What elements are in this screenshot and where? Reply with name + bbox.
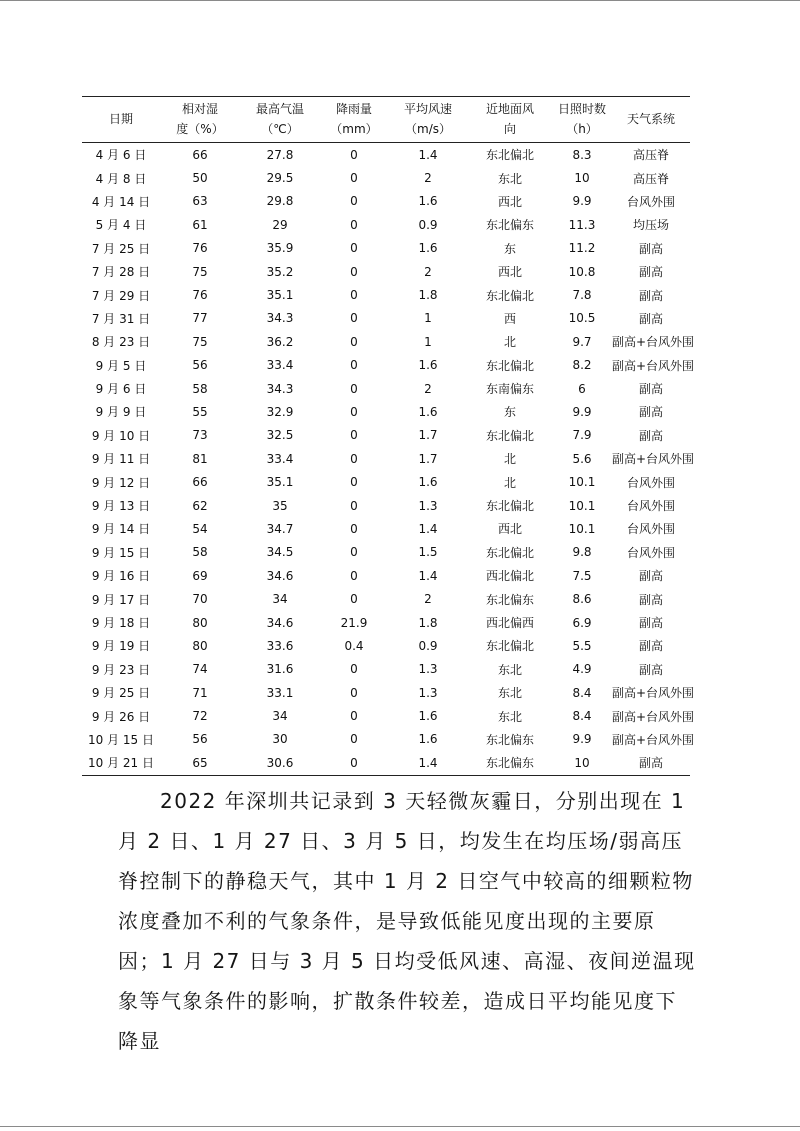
column-header-line: 日期: [108, 112, 133, 126]
column-header-line: （h）: [566, 122, 598, 136]
table-row: [82, 681, 690, 704]
table-cell: 10.1: [568, 498, 596, 513]
table-cell: 1.4: [418, 521, 438, 536]
table-cell: 东北偏北: [485, 358, 534, 373]
table-cell: 台风外围: [626, 499, 675, 514]
table-cell: 副高: [638, 241, 663, 256]
table-cell: 东北偏东: [485, 592, 534, 607]
table-row: [82, 494, 690, 517]
table-cell: 10 月 21 日: [82, 751, 160, 775]
table-cell: 0: [350, 568, 358, 583]
table-row: [82, 283, 690, 306]
table-cell: 66: [192, 147, 208, 162]
table-cell: 均压场: [632, 218, 669, 233]
table-row: [82, 190, 690, 213]
table-row: [82, 143, 690, 167]
column-header-line: （m/s）: [405, 122, 451, 136]
column-header: [82, 97, 160, 143]
table-cell: 台风外围: [626, 545, 675, 560]
table-cell: 8.3: [572, 147, 592, 162]
table-cell: 4 月 6 日: [95, 148, 147, 163]
table-cell: 1.3: [418, 498, 438, 513]
table-cell: 75: [192, 334, 208, 349]
table-cell: 70: [192, 592, 208, 607]
table-cell: 6.9: [572, 615, 592, 630]
table-cell: 0: [350, 428, 358, 443]
table-cell: 33.4: [266, 451, 294, 466]
column-header-line: 近地面风: [485, 102, 534, 116]
table-cell: 0: [350, 521, 358, 536]
table-cell: 东: [503, 241, 516, 256]
table-cell: 东北偏北: [485, 428, 534, 443]
table-cell: 34.3: [266, 311, 294, 326]
table-cell: 1.8: [418, 615, 438, 630]
table-cell: 副高: [638, 592, 663, 607]
table-cell: 东北偏北: [485, 639, 534, 654]
table-cell: 9 月 25 日: [91, 686, 151, 701]
table-cell: 0: [350, 264, 358, 279]
table-cell: 副高: [638, 405, 663, 420]
column-header: [320, 97, 388, 143]
table-row: [82, 354, 690, 377]
table-cell: 东北偏东: [485, 732, 534, 747]
table-cell: 0: [350, 241, 358, 256]
table-cell: 1.4: [418, 147, 438, 162]
table-cell: 34.5: [266, 545, 294, 560]
body-paragraph: [118, 781, 698, 1061]
table-cell: 73: [192, 428, 208, 443]
table-cell: 台风外围: [626, 194, 675, 209]
table-row: [82, 213, 690, 236]
table-row: [82, 541, 690, 564]
table-cell: 33.6: [266, 638, 294, 653]
table-cell: 0: [320, 751, 388, 775]
table-cell: 0: [350, 194, 358, 209]
table-cell: 10.1: [568, 475, 596, 490]
table-cell: 30.6: [240, 751, 320, 775]
table-cell: 10.5: [568, 311, 596, 326]
table-cell: 7 月 28 日: [91, 265, 151, 280]
table-row: [82, 424, 690, 447]
table-cell: 0: [350, 662, 358, 677]
paragraph-text: 2022 年深圳共记录到 3 天轻微灰霾日，分别出现在 1 月 2 日、1 月 27 日、3 月 5 日，均发生在均压场/弱高压脊控制下的静稳天气，其中 1 月 2 日空气中较高的细颗粒物浓度叠加不利的气象条件，是导致低能见度出现的主要原因；1 月 27 日与 3 月 5 日均受低风速、高湿、夜间逆温现象等气象条件的影响，扩散条件较差，造成日平均能见度下降显: [118, 789, 696, 1053]
table-cell: 东北偏东: [468, 751, 552, 775]
table-cell: 1.6: [418, 732, 438, 747]
table-row: [82, 260, 690, 283]
table-cell: 0.4: [344, 638, 364, 653]
table-cell: 56: [192, 732, 208, 747]
table-cell: 西: [503, 311, 516, 326]
table-body: [82, 143, 695, 776]
column-header-line: 平均风速: [403, 102, 452, 116]
table-cell: 9 月 18 日: [91, 616, 151, 630]
table-row: [82, 517, 690, 540]
table-cell: 副高: [638, 639, 663, 654]
table-cell: 1.4: [388, 751, 468, 775]
table-cell: 31.6: [266, 662, 294, 677]
table-cell: 0: [350, 498, 358, 513]
table-cell: 9 月 14 日: [91, 522, 151, 537]
table-cell: 29: [272, 217, 288, 232]
table-cell: 副高: [638, 265, 663, 280]
table-cell: 东: [503, 405, 516, 420]
table-cell: 9.8: [572, 545, 592, 560]
table-cell: 0: [350, 217, 358, 232]
table-cell: 0.9: [418, 638, 438, 653]
table-cell: 34.3: [266, 381, 294, 396]
table-cell: 77: [192, 311, 208, 326]
table-cell: 9 月 5 日: [95, 358, 147, 373]
table-cell: 10: [574, 171, 590, 186]
table-row: [82, 377, 690, 400]
table-cell: 6: [578, 381, 586, 396]
table-cell: 34.7: [266, 521, 294, 536]
table-cell: 8.6: [572, 592, 592, 607]
table-row: [82, 330, 690, 353]
table-cell: 1.8: [418, 288, 438, 303]
table-cell: 2: [424, 592, 432, 607]
table-cell: 32.9: [266, 404, 294, 419]
table-cell: 50: [192, 171, 208, 186]
table-cell: 35.1: [266, 288, 294, 303]
table-cell: 0: [350, 685, 358, 700]
table-cell: 副高+台风外围: [612, 358, 695, 373]
table-cell: 9.9: [572, 404, 592, 419]
table-cell: 高压脊: [632, 171, 669, 186]
table-row: [82, 564, 690, 587]
table-cell: 4.9: [572, 662, 592, 677]
table-cell: 9.9: [572, 732, 592, 747]
table-cell: 1.3: [418, 662, 438, 677]
table-cell: 西北: [497, 265, 522, 280]
table-cell: 35.2: [266, 264, 294, 279]
table-cell: 0: [350, 171, 358, 186]
table-cell: 71: [192, 685, 208, 700]
column-header: [160, 97, 240, 143]
table-cell: 9 月 26 日: [91, 709, 151, 724]
table-cell: 34.6: [266, 615, 294, 630]
table-cell: 2: [424, 381, 432, 396]
table-cell: 54: [192, 521, 208, 536]
table-cell: 0: [350, 358, 358, 373]
table-cell: 东北偏北: [485, 499, 534, 514]
table-cell: 0: [350, 311, 358, 326]
table-cell: 副高+台风外围: [612, 686, 695, 701]
table-cell: 9 月 10 日: [91, 428, 151, 443]
table-cell: 9 月 17 日: [91, 592, 151, 607]
table-cell: 西北: [497, 522, 522, 537]
table-header-row: [82, 97, 690, 143]
table-cell: 西北偏西: [485, 616, 534, 630]
weather-table-container: [82, 96, 695, 776]
table-cell: 21.9: [340, 615, 368, 630]
table-cell: 西北偏北: [485, 569, 534, 584]
column-header: [468, 97, 552, 143]
table-cell: 1.6: [418, 194, 438, 209]
table-cell: 1.6: [418, 709, 438, 724]
table-cell: 0: [350, 709, 358, 724]
table-cell: 副高: [638, 288, 663, 303]
table-cell: 80: [192, 638, 208, 653]
table-cell: 76: [192, 241, 208, 256]
table-cell: 0: [350, 592, 358, 607]
table-cell: 74: [192, 662, 208, 677]
table-cell: 32.5: [266, 428, 294, 443]
column-header: [240, 97, 320, 143]
table-cell: 5.5: [572, 638, 592, 653]
table-cell: 0.9: [418, 217, 438, 232]
table-cell: 10: [552, 751, 612, 775]
table-cell: 4 月 8 日: [95, 171, 147, 186]
table-cell: 1.6: [418, 404, 438, 419]
table-cell: 0: [350, 545, 358, 560]
table-cell: 副高: [638, 382, 663, 397]
table-cell: 东北: [497, 662, 522, 677]
table-cell: 0: [350, 475, 358, 490]
table-cell: 10 月 15 日: [88, 732, 154, 747]
column-header-line: 向: [503, 122, 516, 136]
table-cell: 副高+台风外围: [612, 452, 695, 467]
table-row: [82, 587, 690, 610]
table-row: [82, 634, 690, 657]
table-row: [82, 728, 690, 751]
table-cell: 7.5: [572, 568, 592, 583]
column-header: [388, 97, 468, 143]
column-header-line: 天气系统: [626, 112, 675, 126]
table-cell: 东北: [497, 171, 522, 186]
table-row: [82, 447, 690, 470]
table-row: [82, 658, 690, 681]
table-cell: 56: [192, 358, 208, 373]
table-cell: 东北偏北: [485, 288, 534, 303]
column-header-line: 日照时数: [557, 102, 606, 116]
table-cell: 58: [192, 545, 208, 560]
table-cell: 34.6: [266, 568, 294, 583]
table-cell: 东北偏东: [485, 218, 534, 233]
table-cell: 35.1: [266, 475, 294, 490]
table-cell: 副高+台风外围: [612, 709, 695, 724]
table-cell: 10.8: [568, 264, 596, 279]
table-cell: 9 月 11 日: [91, 452, 151, 467]
table-cell: 0: [350, 288, 358, 303]
table-cell: 0: [350, 451, 358, 466]
table-cell: 72: [192, 709, 208, 724]
table-cell: 9 月 15 日: [91, 545, 151, 560]
table-row: [82, 237, 690, 260]
table-cell: 0: [350, 732, 358, 747]
table-cell: 58: [192, 381, 208, 396]
table-cell: 0: [350, 334, 358, 349]
column-header: [612, 97, 690, 143]
table-cell: 66: [192, 475, 208, 490]
column-header-line: （mm）: [330, 122, 378, 136]
table-cell: 北: [503, 452, 516, 467]
table-cell: 1.6: [418, 358, 438, 373]
table-cell: 台风外围: [626, 522, 675, 537]
column-header-line: 相对湿: [181, 102, 218, 116]
table-cell: 5 月 4 日: [95, 218, 147, 233]
table-cell: 30: [272, 732, 288, 747]
table-cell: 0: [350, 381, 358, 396]
table-cell: 高压脊: [632, 148, 669, 163]
table-cell: 9 月 13 日: [91, 499, 151, 514]
column-header-line: 降雨量: [335, 102, 372, 116]
table-cell: 东北偏北: [485, 148, 534, 163]
table-cell: 34: [272, 709, 288, 724]
table-cell: 副高: [638, 616, 663, 630]
table-cell: 7 月 25 日: [91, 241, 151, 256]
table-cell: 1.7: [418, 428, 438, 443]
table-cell: 69: [192, 568, 208, 583]
column-header-line: （℃）: [261, 122, 299, 136]
table-cell: 副高: [638, 311, 663, 326]
table-cell: 35: [272, 498, 288, 513]
weather-data-table: [82, 96, 695, 776]
column-header: [552, 97, 612, 143]
table-cell: 副高: [638, 428, 663, 443]
page-bottom-border: [0, 1126, 800, 1127]
table-cell: 29.8: [266, 194, 294, 209]
table-cell: 1: [424, 311, 432, 326]
table-cell: 副高: [638, 569, 663, 584]
table-cell: 5.6: [572, 451, 592, 466]
table-cell: 9.9: [572, 194, 592, 209]
table-cell: 副高+台风外围: [612, 335, 695, 350]
table-cell: 55: [192, 404, 208, 419]
table-cell: 北: [503, 475, 516, 490]
table-cell: 33.1: [266, 685, 294, 700]
table-row: [82, 470, 690, 493]
table-cell: 65: [160, 751, 240, 775]
table-cell: 34: [272, 592, 288, 607]
table-cell: 27.8: [266, 147, 294, 162]
table-cell: 东南偏东: [485, 382, 534, 397]
table-cell: 副高: [638, 662, 663, 677]
table-cell: 1.6: [418, 475, 438, 490]
table-row: [82, 751, 690, 775]
table-cell: 东北: [497, 709, 522, 724]
table-row: [82, 307, 690, 330]
table-cell: 9 月 12 日: [91, 475, 151, 490]
table-cell: 2: [424, 171, 432, 186]
table-cell: 9 月 16 日: [91, 569, 151, 584]
table-row: [82, 704, 690, 727]
table-cell: 11.2: [568, 241, 596, 256]
table-cell: 11.3: [568, 217, 596, 232]
table-row: [82, 166, 690, 189]
table-cell: 1.3: [418, 685, 438, 700]
table-cell: 7.9: [572, 428, 592, 443]
table-cell: 81: [192, 451, 208, 466]
table-cell: 副高+台风外围: [612, 732, 695, 747]
table-cell: 36.2: [266, 334, 294, 349]
table-cell: 副高: [612, 751, 690, 775]
table-cell: 63: [192, 194, 208, 209]
table-cell: 7.8: [572, 288, 592, 303]
table-cell: 东北: [497, 686, 522, 701]
table-cell: 北: [503, 335, 516, 350]
table-cell: 1.7: [418, 451, 438, 466]
table-cell: 9 月 6 日: [95, 382, 147, 397]
table-cell: 75: [192, 264, 208, 279]
table-cell: 62: [192, 498, 208, 513]
table-cell: 76: [192, 288, 208, 303]
table-cell: 1.6: [418, 241, 438, 256]
table-cell: 8.4: [572, 685, 592, 700]
table-cell: 9 月 19 日: [91, 639, 151, 654]
table-cell: 10.1: [568, 521, 596, 536]
table-cell: 9.7: [572, 334, 592, 349]
table-row: [82, 611, 690, 634]
table-cell: 1.5: [418, 545, 438, 560]
page-top-border: [0, 0, 800, 1]
table-cell: 35.9: [266, 241, 294, 256]
table-cell: 东北偏北: [485, 545, 534, 560]
column-header-line: 度（%）: [176, 122, 224, 136]
table-cell: 7 月 31 日: [91, 311, 151, 326]
table-cell: 33.4: [266, 358, 294, 373]
table-cell: 80: [192, 615, 208, 630]
table-cell: 29.5: [266, 171, 294, 186]
table-cell: 1.4: [418, 568, 438, 583]
table-cell: 1: [424, 334, 432, 349]
table-cell: 9 月 9 日: [95, 405, 147, 420]
table-cell: 0: [350, 404, 358, 419]
table-cell: 8.2: [572, 358, 592, 373]
table-cell: 8 月 23 日: [91, 335, 151, 350]
table-cell: 8.4: [572, 709, 592, 724]
table-cell: 2: [424, 264, 432, 279]
table-row: [82, 400, 690, 423]
table-cell: 9 月 23 日: [91, 662, 151, 677]
table-cell: 61: [192, 217, 208, 232]
table-cell: 0: [350, 147, 358, 162]
table-cell: 4 月 14 日: [91, 194, 151, 209]
column-header-line: 最高气温: [255, 102, 304, 116]
table-cell: 西北: [497, 194, 522, 209]
table-cell: 7 月 29 日: [91, 288, 151, 303]
table-cell: 台风外围: [626, 475, 675, 490]
